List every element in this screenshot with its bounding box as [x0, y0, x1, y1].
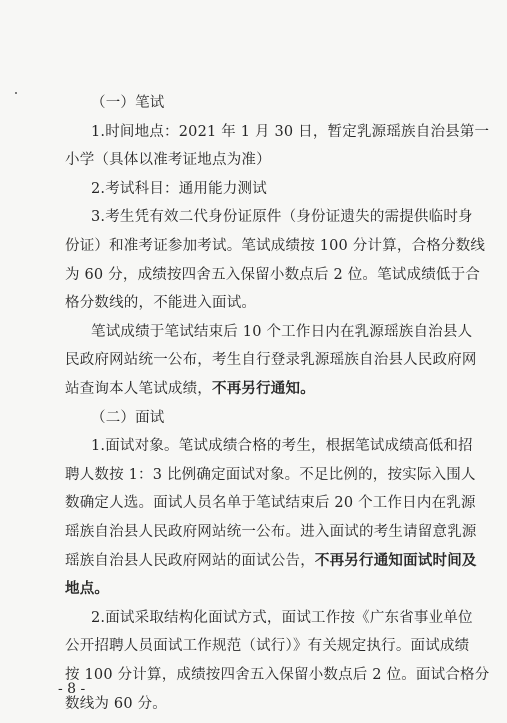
bold-notice-text: 不再另行通知面试时间及 [314, 551, 477, 569]
paragraph-line: 数确定人选。面试人员名单于笔试结束后 20 个工作日内在乳源 [65, 495, 476, 512]
paragraph-line: 2.考试科目：通用能力测试 [91, 180, 267, 197]
paragraph-line: 2.面试采取结构化面试方式，面试工作按《广东省事业单位 [91, 609, 473, 626]
paragraph-line: 笔试成绩于笔试结束后 10 个工作日内在乳源瑶族自治县人 [91, 323, 473, 340]
paragraph-line: 格分数线的，不能进入面试。 [65, 295, 257, 312]
paragraph-line: 地点。 [65, 580, 110, 598]
paragraph-line: 数线为 60 分。 [65, 695, 167, 712]
paragraph-line: 瑶族自治县人民政府网站统一公布。进入面试的考生请留意乳源 [65, 524, 477, 540]
paragraph-line: 公开招聘人员面试工作规范（试行）》有关规定执行。面试成绩 [65, 638, 470, 655]
paragraph-line: 1.时间地点：2021 年 1 月 30 日，暂定乳源瑶族自治县第一 [91, 123, 490, 140]
paragraph-line: 小学（具体以准考证地点为准） [65, 152, 271, 169]
paragraph-line: 1.面试对象。笔试成绩合格的考生，根据笔试成绩高低和招 [91, 438, 473, 455]
paragraph-line: 份证）和准考证参加考试。笔试成绩按 100 分计算，合格分数线 [65, 238, 486, 254]
paragraph-line: 3.考生凭有效二代身份证原件（身份证遗失的需提供临时身 [91, 209, 473, 226]
section-heading-written-exam: （一）笔试 [91, 95, 165, 111]
paragraph-line: 为 60 分，成绩按四舍五入保留小数点后 2 位。笔试成绩低于合 [65, 266, 481, 283]
paragraph-line [65, 380, 445, 398]
paragraph-line: 按 100 分计算，成绩按四舍五入保留小数点后 2 位。面试合格分 [65, 667, 490, 683]
paragraph-line: 聘人数按 1：3 比例确定面试对象。不足比例的，按实际入围人 [65, 466, 476, 483]
page-number: - 8 - [58, 681, 86, 697]
paragraph-text: 瑶族自治县人民政府网站的面试公告， [65, 552, 315, 569]
bold-notice-text: 不再另行通知。 [212, 380, 315, 397]
paragraph-line: 民政府网站统一公布，考生自行登录乳源瑶族自治县人民政府网 [65, 352, 477, 369]
paragraph-line [65, 551, 477, 570]
paragraph-text: 站查询本人笔试成绩， [65, 381, 212, 397]
section-heading-interview: （二）面试 [91, 409, 165, 426]
scan-speck [15, 92, 17, 94]
